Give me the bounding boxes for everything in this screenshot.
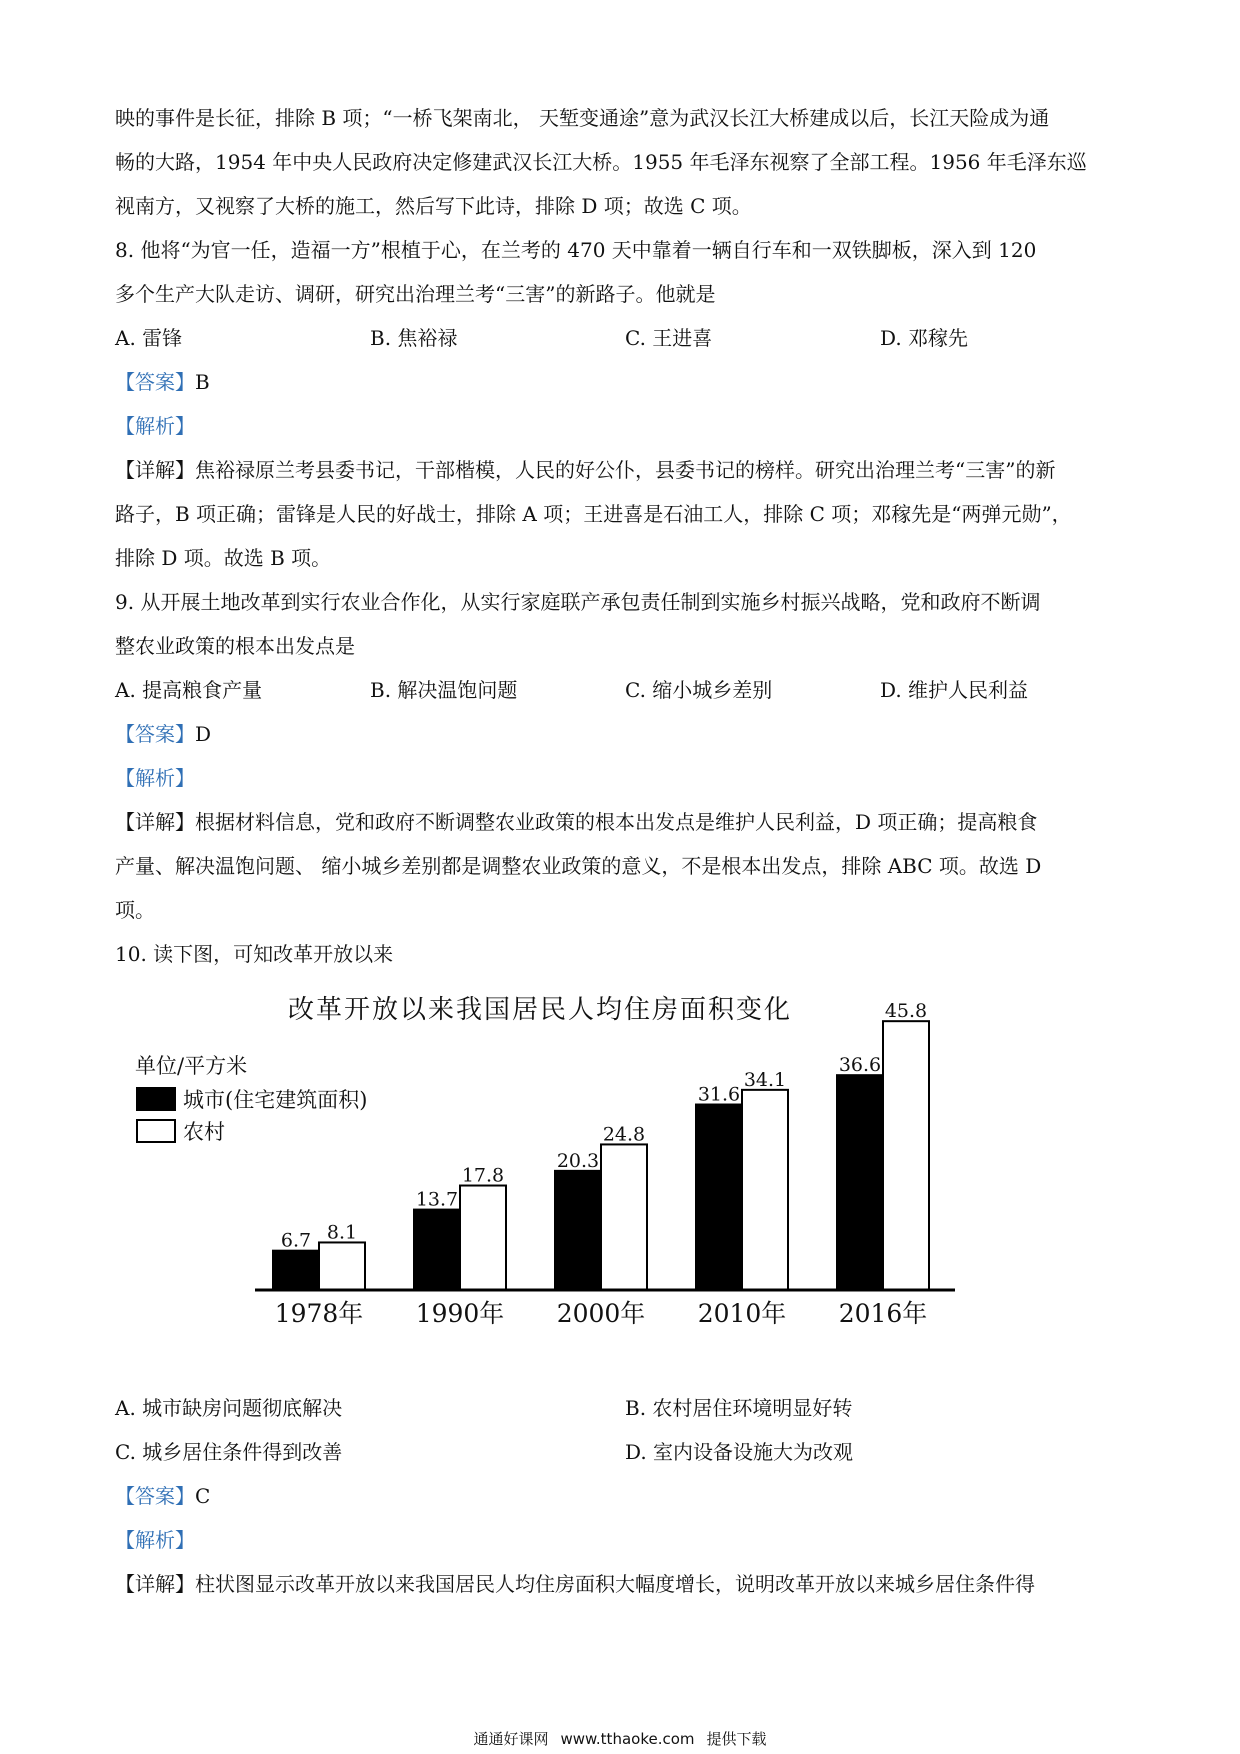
legend-label: 农村 — [183, 1120, 225, 1144]
analysis-tag: 【解析】 — [115, 1528, 195, 1552]
q8-option-c: C. 王进喜 — [625, 326, 713, 350]
x-tick-label: 1978年 — [274, 1299, 364, 1328]
q9-option-d: D. 维护人民利益 — [880, 678, 1029, 702]
q8-analysis — [115, 414, 1135, 438]
footer-suffix: 提供下载 — [706, 1730, 767, 1748]
answer-value: D — [195, 722, 212, 746]
bar-value-label: 20.3 — [556, 1149, 600, 1172]
bar-value-label: 13.7 — [415, 1188, 459, 1211]
bar-value-label: 31.6 — [697, 1083, 741, 1106]
q9-detail: 产量、解决温饱问题、 缩小城乡差别都是调整农业政策的意义，不是根本出发点，排除 ABC 项。故选 D — [115, 854, 1042, 878]
q10-option-a: A. 城市缺房问题彻底解决 — [115, 1396, 343, 1420]
bar-city — [414, 1210, 460, 1290]
bar-rural — [601, 1144, 647, 1290]
answer-tag: 【答案】 — [115, 1484, 195, 1508]
q8-option-d: D. 邓稼先 — [880, 326, 969, 350]
bar-city — [696, 1105, 742, 1290]
q9-option-c: C. 缩小城乡差别 — [625, 678, 773, 702]
q10-stem: 10. 读下图，可知改革开放以来 — [115, 942, 394, 966]
q8-stem: 8. 他将“为官一任，造福一方”根植于心，在兰考的 470 天中靠着一辆自行车和一双铁脚板，深入到 120 — [115, 238, 1037, 262]
q9-option-a: A. 提高粮食产量 — [115, 678, 263, 702]
answer-tag: 【答案】 — [115, 722, 195, 746]
bar-value-label: 24.8 — [602, 1123, 646, 1146]
q10-detail — [115, 1572, 1135, 1596]
bar-city — [273, 1251, 319, 1290]
bar-rural — [319, 1242, 365, 1290]
x-tick-label: 2000年 — [556, 1299, 646, 1328]
bar-city — [555, 1171, 601, 1290]
bar-value-label: 45.8 — [884, 1000, 928, 1023]
bar-rural — [460, 1186, 506, 1290]
q10-option-c: C. 城乡居住条件得到改善 — [115, 1440, 343, 1464]
bar-city — [837, 1075, 883, 1290]
bar-rural — [742, 1090, 788, 1290]
q8-detail: 路子，B 项正确；雷锋是人民的好战士，排除 A 项；王进喜是石油工人，排除 C 项；邓稼先是“两弹元勋”， — [115, 502, 1072, 526]
housing-area-bar-chart — [125, 980, 985, 1350]
legend-label: 城市(住宅建筑面积) — [183, 1088, 368, 1112]
legend-swatch — [137, 1120, 175, 1142]
q10-analysis — [115, 1528, 1135, 1552]
x-tick-label: 2016年 — [838, 1299, 928, 1328]
bar-value-label: 8.1 — [326, 1221, 358, 1244]
bar-value-label: 34.1 — [743, 1068, 787, 1091]
x-tick-label: 1990年 — [415, 1299, 505, 1328]
q9-stem: 9. 从开展土地改革到实行农业合作化，从实行家庭联产承包责任制到实施乡村振兴战略，党和政府不断调 — [115, 590, 1041, 614]
analysis-tag: 【解析】 — [115, 766, 195, 790]
detail-tag: 【详解】 — [115, 458, 195, 482]
footer-site-name: 通通好课网 — [473, 1730, 549, 1748]
chart-unit-label: 单位/平方米 — [135, 1054, 248, 1078]
q8-option-b: B. 焦裕禄 — [370, 326, 458, 350]
q8-detail — [115, 458, 1135, 482]
bar-value-label: 36.6 — [838, 1054, 882, 1077]
q9-answer — [115, 722, 1135, 746]
q9-option-b: B. 解决温饱问题 — [370, 678, 518, 702]
chart-legend — [137, 1088, 367, 1144]
chart-bars — [273, 1000, 929, 1290]
answer-value: C — [195, 1484, 211, 1508]
bar-value-label: 6.7 — [280, 1229, 312, 1252]
legend-swatch — [137, 1088, 175, 1110]
q9-stem: 整农业政策的根本出发点是 — [115, 634, 355, 658]
analysis-tag: 【解析】 — [115, 414, 195, 438]
q10-answer — [115, 1484, 1135, 1508]
detail-text: 焦裕禄原兰考县委书记，干部楷模，人民的好公仆，县委书记的榜样。研究出治理兰考“三害”的新 — [195, 458, 1056, 482]
page-footer — [0, 1728, 1240, 1749]
paragraph-line: 映的事件是长征，排除 B 项；“一桥飞架南北， 天堑变通途”意为武汉长江大桥建成以后，长江天险成为通 — [115, 106, 1050, 130]
q10-option-b: B. 农村居住环境明显好转 — [625, 1396, 853, 1420]
paragraph-line: 视南方，又视察了大桥的施工，然后写下此诗，排除 D 项；故选 C 项。 — [115, 194, 752, 218]
answer-value: B — [195, 370, 210, 394]
q9-detail: 项。 — [115, 898, 155, 922]
q8-stem: 多个生产大队走访、调研，研究出治理兰考“三害”的新路子。他就是 — [115, 282, 716, 306]
q9-analysis — [115, 766, 1135, 790]
q8-detail: 排除 D 项。故选 B 项。 — [115, 546, 332, 570]
detail-text: 根据材料信息，党和政府不断调整农业政策的根本出发点是维护人民利益，D 项正确；提高粮食 — [195, 810, 1038, 834]
chart-x-axis — [255, 1290, 955, 1328]
paragraph-line: 畅的大路，1954 年中央人民政府决定修建武汉长江大桥。1955 年毛泽东视察了全部工程。1956 年毛泽东巡 — [115, 150, 1087, 174]
detail-text: 柱状图显示改革开放以来我国居民人均住房面积大幅度增长，说明改革开放以来城乡居住条件得 — [195, 1572, 1035, 1596]
x-tick-label: 2010年 — [697, 1299, 787, 1328]
q10-option-d: D. 室内设备设施大为改观 — [625, 1440, 854, 1464]
q8-answer — [115, 370, 1135, 394]
footer-url[interactable]: www.tthaoke.com — [560, 1730, 695, 1748]
bar-value-label: 17.8 — [461, 1164, 505, 1187]
q9-detail — [115, 810, 1135, 834]
chart-title: 改革开放以来我国居民人均住房面积变化 — [287, 995, 793, 1025]
answer-tag: 【答案】 — [115, 370, 195, 394]
detail-tag: 【详解】 — [115, 1572, 195, 1596]
bar-rural — [883, 1021, 929, 1290]
detail-tag: 【详解】 — [115, 810, 195, 834]
q8-option-a: A. 雷锋 — [115, 326, 183, 350]
